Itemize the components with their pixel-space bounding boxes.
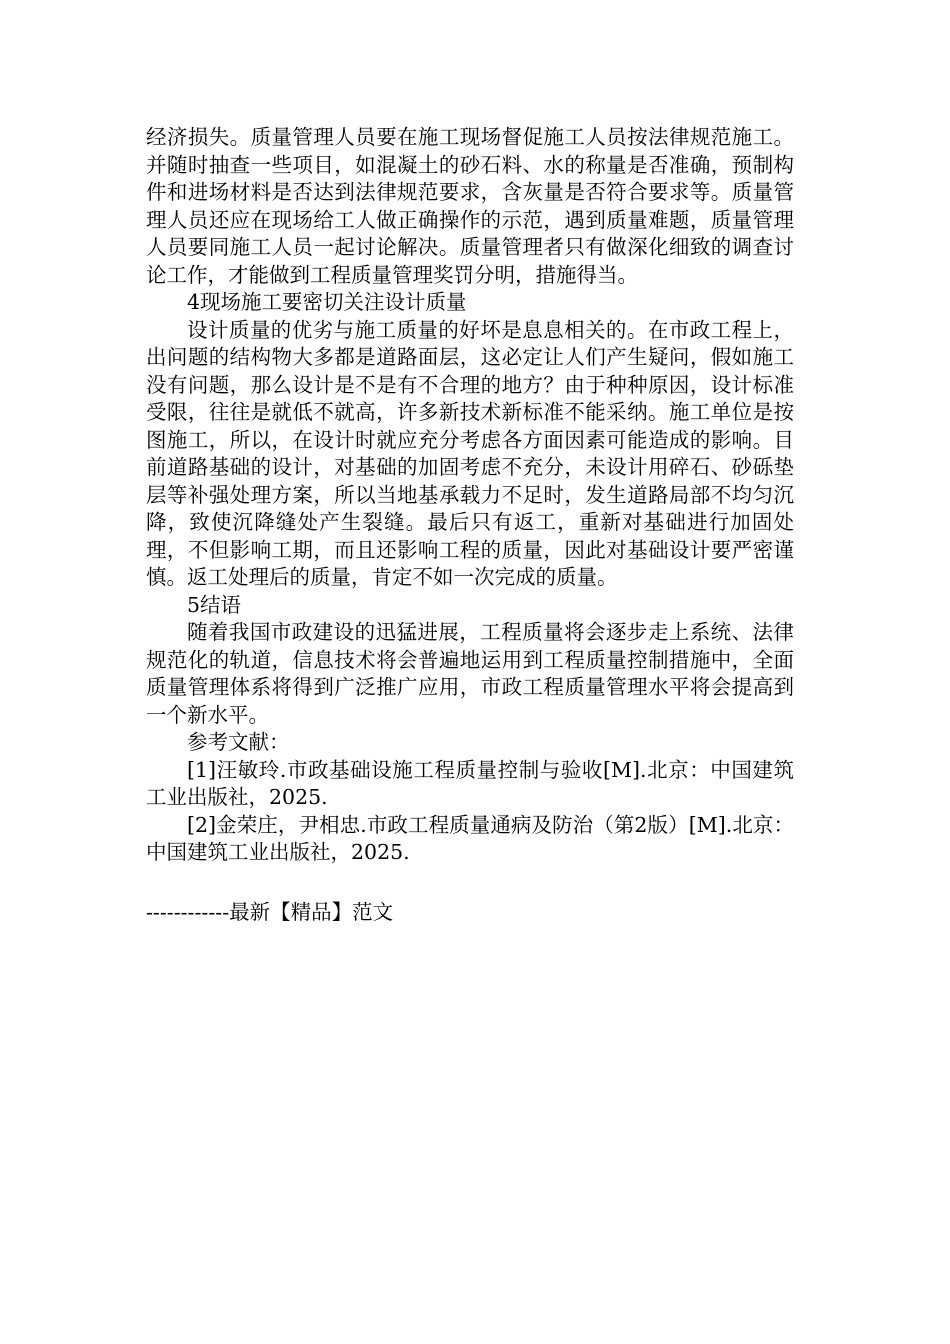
paragraph-quality-inspection: 经济损失。质量管理人员要在施工现场督促施工人员按法律规范施工。并随时抽查一些项目，如混凝土的砂石料、水的称量是否准确，预制构件和进场材料是否达到法律规范要求，含灰量是否符合要求等。质量管理人员还应在现场给工人做正确操作的示范，遇到质量难题，质量管理人员要同施工人员一起讨论解决。质量管理者只有做深化细致的调查讨论工作，才能做到工程质量管理奖罚分明，措施得当。: [146, 125, 794, 287]
document-body: [146, 124, 794, 867]
footer-tagline: ------------最新【精品】范文: [146, 900, 394, 924]
paragraph-design-quality: 设计质量的优劣与施工质量的好坏是息息相关的。在市政工程上，出问题的结构物大多都是道路面层，这必定让人们产生疑问，假如施工没有问题，那么设计是不是有不合理的地方？由于种种原因，设计标准受限，往往是就低不就高，许多新技术新标准不能采纳。施工单位是按图施工，所以，在设计时就应充分考虑各方面因素可能造成的影响。目前道路基础的设计，对基础的加固考虑不充分，未设计用碎石、砂砾垫层等补强处理方案，所以当地基承载力不足时，发生道路局部不均匀沉降，致使沉降缝处产生裂缝。最后只有返工，重新对基础进行加固处理，不但影响工期，而且还影响工程的质量，因此对基础设计要严密谨慎。返工处理后的质量，肯定不如一次完成的质量。: [146, 317, 794, 589]
section-heading-conclusion: 5结语: [187, 592, 242, 617]
paragraph-conclusion: 随着我国市政建设的迅猛进展，工程质量将会逐步走上系统、法律规范化的轨道，信息技术将会普遍地运用到工程质量控制措施中，全面质量管理体系将得到广泛推广应用，市政工程质量管理水平将会提高到一个新水平。: [146, 620, 794, 727]
references-heading: 参考文献：: [187, 730, 290, 754]
section-heading-design-quality: 4现场施工要密切关注设计质量: [187, 290, 467, 314]
reference-item-1: [1]汪敏玲.市政基础设施工程质量控制与验收[M].北京：中国建筑工业出版社，2025.: [146, 757, 794, 809]
reference-item-2: [2]金荣庄，尹相忠.市政工程质量通病及防治（第2版）[M].北京：中国建筑工业出版社，2025.: [146, 812, 794, 864]
